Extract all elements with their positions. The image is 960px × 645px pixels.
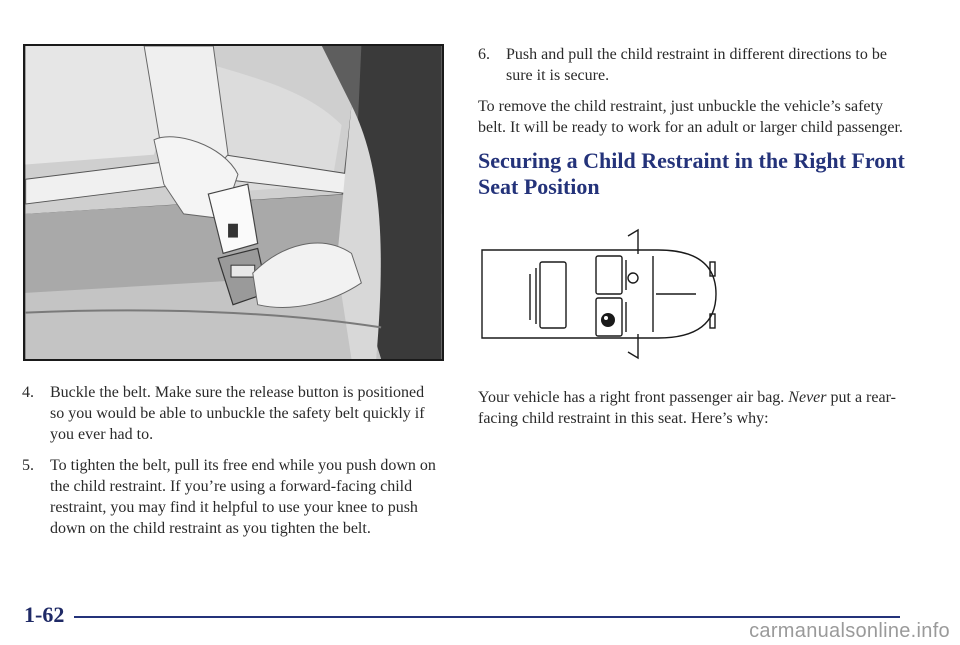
step-number: 5. bbox=[22, 457, 34, 474]
step-number: 6. bbox=[478, 46, 490, 63]
step-text: To tighten the belt, pull its free end while you push down on the child restraint. If you’re using a forward-facing child restraint, you may find it helpful to use your knee to push down on the child restraint as you tighten the belt. bbox=[50, 457, 436, 537]
step-text: Push and pull the child restraint in different directions to be sure it is secure. bbox=[506, 46, 887, 84]
footer-rule bbox=[74, 616, 900, 618]
right-column bbox=[478, 44, 908, 200]
step-text: Buckle the belt. Make sure the release button is positioned so you would be able to unbuckle the safety belt quickly if you ever had to. bbox=[50, 384, 425, 443]
watermark: carmanualsonline.info bbox=[749, 620, 950, 642]
airbag-paragraph bbox=[478, 387, 908, 429]
airbag-text-emphasis: Never bbox=[788, 389, 827, 406]
step-4 bbox=[22, 382, 442, 445]
step-6 bbox=[478, 44, 908, 86]
page-number: 1-62 bbox=[24, 602, 65, 627]
remove-restraint-paragraph: To remove the child restraint, just unbuckle the vehicle’s safety belt. It will be ready to work for an adult or larger child passenger. bbox=[478, 98, 903, 136]
airbag-text-end: put a rear-facing child restraint in this seat. Here’s why: bbox=[478, 389, 896, 427]
step-5 bbox=[22, 455, 442, 539]
vehicle-seat-diagram bbox=[478, 228, 728, 360]
left-steps bbox=[22, 382, 442, 549]
step-number: 4. bbox=[22, 384, 34, 401]
buckling-belt-illustration bbox=[23, 44, 444, 361]
section-heading: Securing a Child Restraint in the Right Front Seat Position bbox=[478, 148, 905, 199]
airbag-text-start: Your vehicle has a right front passenger air bag. bbox=[478, 389, 789, 406]
